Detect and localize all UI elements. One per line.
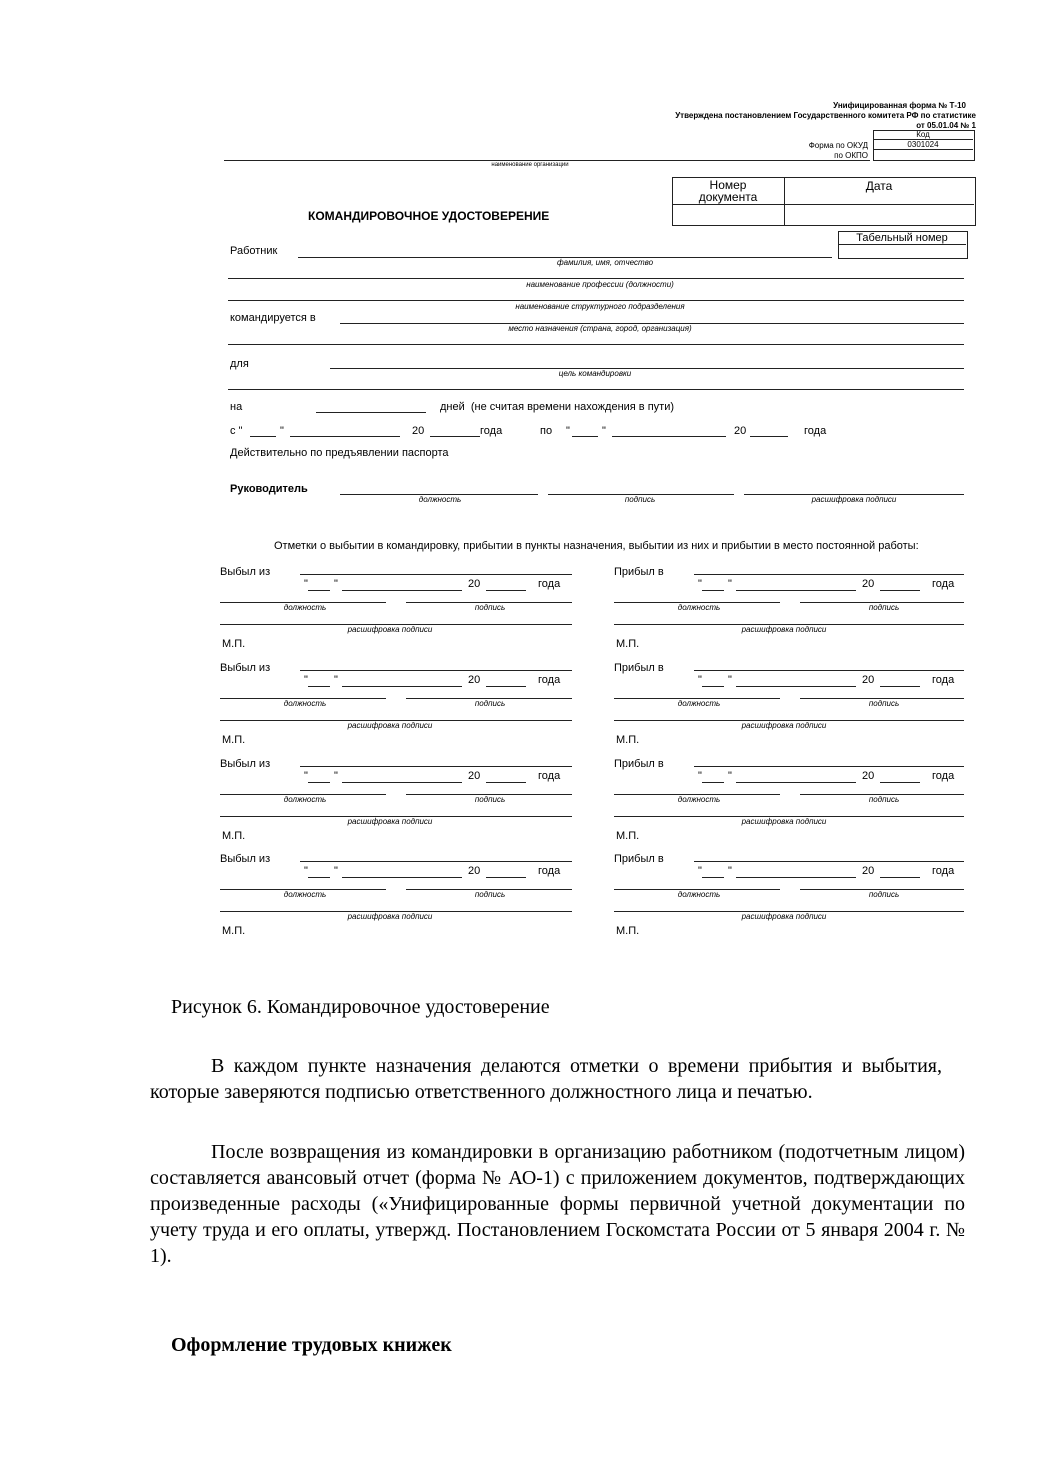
arrived-label: Прибыл в: [614, 853, 664, 865]
code-divider: [873, 149, 973, 150]
section-heading: Оформление трудовых книжек: [171, 1334, 452, 1356]
valid-text: Действительно по предъявлении паспорта: [230, 447, 449, 459]
decode-caption: расшифровка подписи: [347, 817, 433, 826]
position-caption: должность: [677, 890, 721, 899]
stamp-label: М.П.: [616, 925, 640, 937]
from-day-line: [250, 436, 276, 437]
date-year-prefix: 20: [468, 578, 481, 590]
from-year-word: года: [480, 425, 503, 437]
date-quote-open: ": [304, 578, 308, 590]
from-quote: ": [280, 425, 284, 437]
signature-caption: подпись: [474, 603, 506, 612]
tab-number-label: Табельный номер: [856, 232, 948, 244]
date-day-line: [702, 590, 724, 591]
date-year-prefix: 20: [468, 865, 481, 877]
date-quote-open: ": [698, 578, 702, 590]
departed-label: Выбыл из: [220, 758, 271, 770]
position-caption: должность: [283, 890, 327, 899]
code-label: Код: [916, 130, 930, 139]
position-caption: должность: [677, 603, 721, 612]
figure-caption: Рисунок 6. Командировочное удостоверение: [171, 996, 550, 1018]
date-year-line: [880, 686, 920, 687]
from-prefix: с ": [230, 425, 243, 437]
date-day-line: [702, 782, 724, 783]
date-month-line: [736, 590, 856, 591]
signature-caption: подпись: [868, 795, 900, 804]
decode-caption: расшифровка подписи: [741, 817, 827, 826]
position-caption: должность: [677, 699, 721, 708]
days-text: дней (не считая времени нахождения в пути): [440, 401, 675, 413]
position-caption: должность: [677, 795, 721, 804]
sent-to-label: командируется в: [230, 312, 316, 324]
head-position-caption: должность: [418, 495, 462, 504]
date-quote-close: ": [728, 674, 732, 686]
doc-number-label: Номер документа: [698, 178, 758, 204]
arrived-place-line: [694, 574, 964, 575]
signature-caption: подпись: [474, 795, 506, 804]
date-year-word: года: [932, 578, 955, 590]
date-year-prefix: 20: [862, 865, 875, 877]
arrived-place-line: [694, 861, 964, 862]
signature-caption: подпись: [868, 603, 900, 612]
date-year-line: [880, 782, 920, 783]
head-decode-caption: расшифровка подписи: [811, 495, 897, 504]
decode-caption: расшифровка подписи: [741, 721, 827, 730]
departed-label: Выбыл из: [220, 662, 271, 674]
head-label: Руководитель: [230, 483, 308, 495]
worker-label: Работник: [230, 245, 278, 257]
purpose-caption: цель командировки: [558, 369, 632, 378]
form-header-line2: Утверждена постановлением Государственного комитета РФ по статистике: [675, 111, 976, 120]
profession-line: [228, 278, 964, 279]
decode-caption: расшифровка подписи: [741, 625, 827, 634]
decode-caption: расшифровка подписи: [347, 625, 433, 634]
arrived-label: Прибыл в: [614, 566, 664, 578]
for-label: для: [230, 358, 249, 370]
signature-caption: подпись: [868, 699, 900, 708]
date-month-line: [342, 590, 462, 591]
date-quote-open: ": [698, 865, 702, 877]
date-year-line: [486, 686, 526, 687]
purpose-line-2: [228, 389, 964, 390]
date-quote-open: ": [304, 770, 308, 782]
stamp-label: М.П.: [616, 734, 640, 746]
date-year-line: [486, 877, 526, 878]
departed-place-line: [300, 861, 572, 862]
decode-caption: расшифровка подписи: [347, 721, 433, 730]
date-label: Дата: [865, 179, 893, 193]
departed-label: Выбыл из: [220, 566, 271, 578]
date-month-line: [342, 782, 462, 783]
position-caption: должность: [283, 603, 327, 612]
date-year-line: [880, 590, 920, 591]
date-quote-close: ": [334, 674, 338, 686]
date-year-line: [486, 590, 526, 591]
date-year-word: года: [538, 674, 561, 686]
date-year-word: года: [538, 865, 561, 877]
date-year-prefix: 20: [862, 674, 875, 686]
date-quote-close: ": [728, 770, 732, 782]
date-quote-close: ": [728, 865, 732, 877]
stamp-label: М.П.: [222, 638, 246, 650]
arrived-label: Прибыл в: [614, 758, 664, 770]
date-year-line: [486, 782, 526, 783]
destination-caption: место назначения (страна, город, организация): [508, 324, 692, 333]
date-month-line: [342, 877, 462, 878]
date-quote-close: ": [334, 770, 338, 782]
table-divider: [784, 177, 785, 226]
date-year-prefix: 20: [862, 578, 875, 590]
decode-caption: расшифровка подписи: [741, 912, 827, 921]
date-day-line: [308, 686, 330, 687]
to-year-prefix: 20: [734, 425, 747, 437]
date-quote-open: ": [698, 674, 702, 686]
date-year-line: [880, 877, 920, 878]
date-quote-close: ": [334, 578, 338, 590]
okud-code: 0301024: [907, 140, 939, 149]
destination-line-2: [228, 344, 964, 345]
signature-caption: подпись: [868, 890, 900, 899]
fio-caption: фамилия, имя, отчество: [556, 258, 654, 267]
for-days-label: на: [230, 401, 243, 413]
date-quote-open: ": [304, 674, 308, 686]
departed-place-line: [300, 574, 572, 575]
from-year-line: [430, 436, 480, 437]
to-quote-open: ": [566, 425, 570, 437]
date-month-line: [736, 877, 856, 878]
date-quote-open: ": [698, 770, 702, 782]
structural-caption: наименование структурного подразделения: [515, 302, 685, 311]
date-year-prefix: 20: [468, 770, 481, 782]
okpo-label: по ОКПО: [834, 151, 868, 160]
profession-caption: наименование профессии (должности): [526, 280, 674, 289]
table-divider: [838, 244, 966, 245]
date-year-word: года: [538, 578, 561, 590]
head-signature-caption: подпись: [624, 495, 656, 504]
arrived-place-line: [694, 766, 964, 767]
from-month-line: [290, 436, 400, 437]
date-month-line: [736, 782, 856, 783]
stamp-label: М.П.: [222, 734, 246, 746]
date-day-line: [702, 686, 724, 687]
okud-label: Форма по ОКУД: [808, 141, 868, 150]
position-caption: должность: [283, 795, 327, 804]
days-line: [316, 412, 426, 413]
table-divider: [672, 204, 974, 205]
date-month-line: [342, 686, 462, 687]
stamp-label: М.П.: [222, 830, 246, 842]
date-quote-close: ": [334, 865, 338, 877]
date-day-line: [702, 877, 724, 878]
to-month-line: [612, 436, 726, 437]
position-caption: должность: [283, 699, 327, 708]
structural-line: [228, 300, 964, 301]
signature-caption: подпись: [474, 699, 506, 708]
to-day-line: [572, 436, 598, 437]
to-year-line: [750, 436, 788, 437]
date-year-prefix: 20: [468, 674, 481, 686]
date-year-word: года: [932, 865, 955, 877]
decode-caption: расшифровка подписи: [347, 912, 433, 921]
stamp-label: М.П.: [222, 925, 246, 937]
paragraph-2: После возвращения из командировки в организацию работником (подотчетным лицом) составляется авансовый отчет (форма № АО-1) с приложением документов, подтверждающих произведенные расходы («Унифицированные формы первичной учетной документации по учету труда и его оплаты, утвержд. Постановлением Госкомстата России от 5 января 2004 г. № 1).: [150, 1141, 965, 1267]
stamp-label: М.П.: [616, 638, 640, 650]
form-header-line3: от 05.01.04 № 1: [916, 121, 976, 130]
stamp-label: М.П.: [616, 830, 640, 842]
to-quote-close: ": [602, 425, 606, 437]
date-year-word: года: [932, 770, 955, 782]
date-quote-open: ": [304, 865, 308, 877]
departed-label: Выбыл из: [220, 853, 271, 865]
org-name-caption: наименование организации: [491, 162, 569, 168]
arrived-place-line: [694, 670, 964, 671]
arrived-label: Прибыл в: [614, 662, 664, 674]
date-year-word: года: [538, 770, 561, 782]
to-year-word: года: [804, 425, 827, 437]
date-day-line: [308, 782, 330, 783]
form-header-line1: Унифицированная форма № Т-10: [833, 101, 966, 110]
to-prefix: по: [540, 425, 553, 437]
date-day-line: [308, 590, 330, 591]
paragraph-1: В каждом пункте назначения делаются отметки о времени прибытия и выбытия, которые заверяются подписью ответственного должностного лица и печатью.: [150, 1055, 942, 1103]
departed-place-line: [300, 766, 572, 767]
from-year-prefix: 20: [412, 425, 425, 437]
signature-caption: подпись: [474, 890, 506, 899]
date-quote-close: ": [728, 578, 732, 590]
date-year-prefix: 20: [862, 770, 875, 782]
marks-text: Отметки о выбытии в командировку, прибытии в пункты назначения, выбытии из них и прибытии в место постоянной работы:: [274, 540, 919, 552]
date-day-line: [308, 877, 330, 878]
date-month-line: [736, 686, 856, 687]
departed-place-line: [300, 670, 572, 671]
org-name-line: [224, 160, 870, 161]
form-title: КОМАНДИРОВОЧНОЕ УДОСТОВЕРЕНИЕ: [308, 209, 550, 223]
date-year-word: года: [932, 674, 955, 686]
